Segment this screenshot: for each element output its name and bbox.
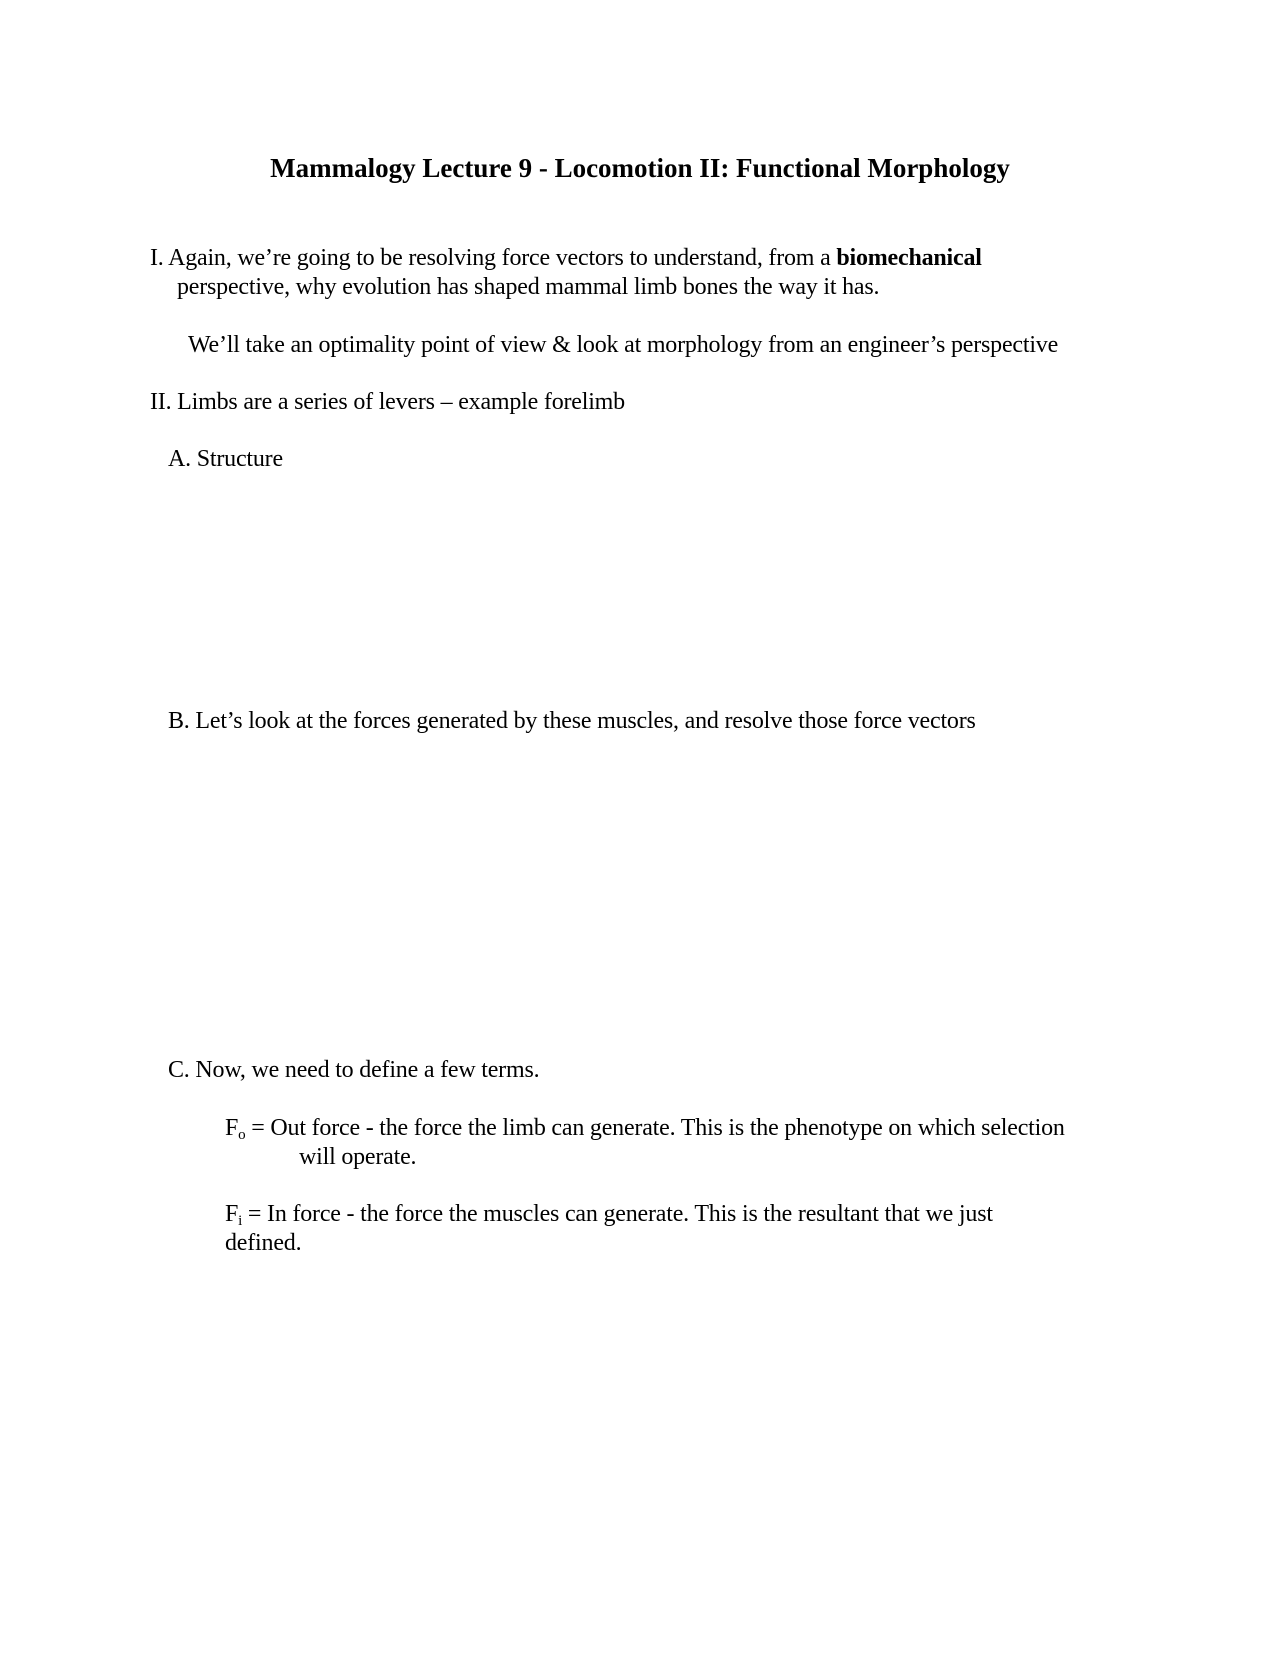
- page-title: Mammalogy Lecture 9 - Locomotion II: Functional Morphology: [270, 153, 1010, 183]
- in-force-symbol: F: [225, 1201, 239, 1227]
- subsection-c-terms: C. Now, we need to define a few terms.: [168, 1057, 540, 1083]
- out-force-definition-line-2: will operate.: [299, 1144, 417, 1170]
- out-force-text: = Out force - the force the limb can generate. This is the phenotype on which selection: [245, 1115, 1065, 1141]
- in-force-definition-line-2: defined.: [225, 1230, 302, 1256]
- section-i-line-2: perspective, why evolution has shaped mammal limb bones the way it has.: [177, 274, 880, 300]
- biomechanical-term: biomechanical: [836, 245, 982, 271]
- in-force-subscript: i: [238, 1213, 243, 1229]
- out-force-subscript: o: [238, 1127, 246, 1143]
- out-force-symbol: F: [225, 1115, 239, 1141]
- section-i-line-1: [150, 243, 982, 273]
- in-force-text: = In force - the force the muscles can generate. This is the resultant that we just: [242, 1201, 993, 1227]
- in-force-definition-line-1: [225, 1199, 993, 1229]
- subsection-a-structure: A. Structure: [168, 446, 283, 472]
- out-force-definition-line-1: [225, 1113, 1065, 1143]
- section-i-text: I. Again, we’re going to be resolving force vectors to understand, from a: [150, 245, 837, 271]
- optimality-note: We’ll take an optimality point of view & look at morphology from an engineer’s perspective: [188, 332, 1059, 358]
- section-ii-heading: II. Limbs are a series of levers – example forelimb: [150, 389, 625, 415]
- subsection-b-forces: B. Let’s look at the forces generated by these muscles, and resolve those force vectors: [168, 708, 976, 734]
